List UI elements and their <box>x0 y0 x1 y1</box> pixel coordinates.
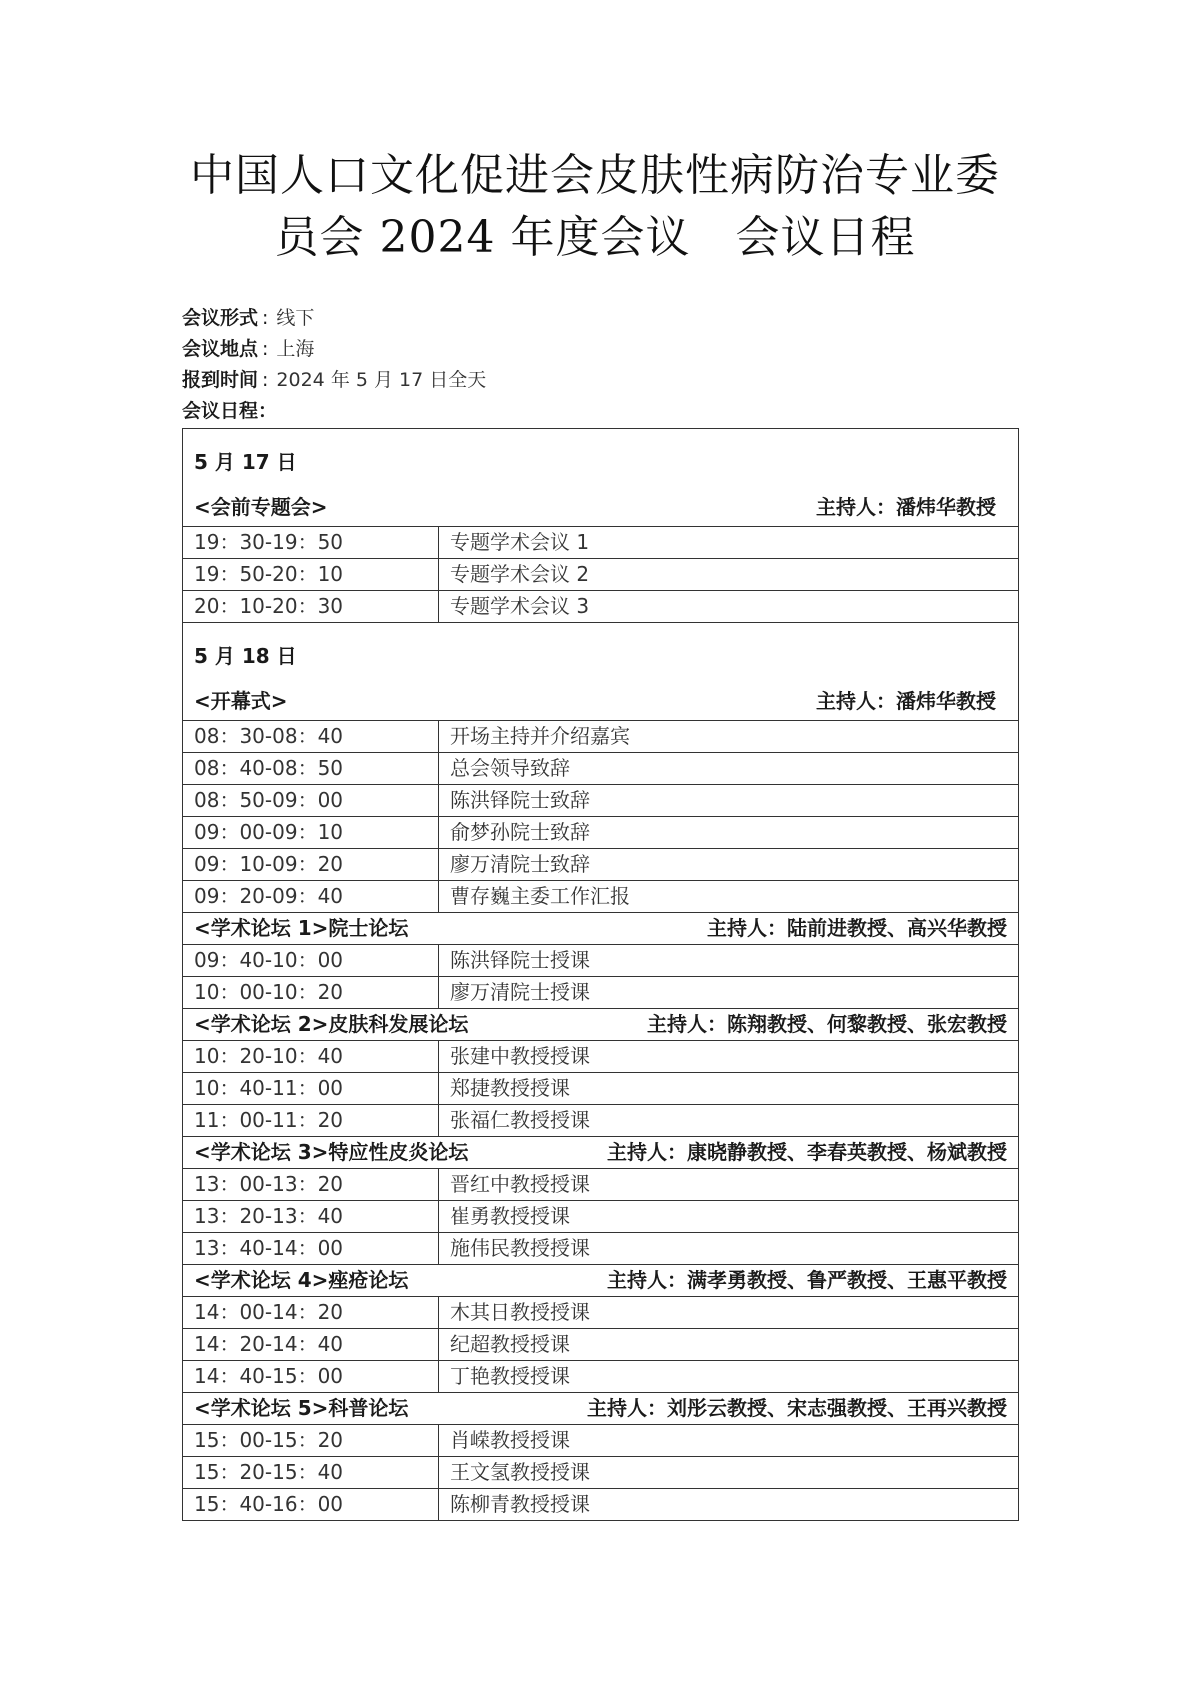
section-name: <会前专题会> <box>194 495 328 519</box>
forum-name: <学术论坛 4>痤疮论坛 <box>194 1268 409 1292</box>
table-row <box>183 849 1019 881</box>
table-row <box>183 1297 1019 1329</box>
day-label: 5 月 18 日 <box>194 644 297 668</box>
time-cell: 20：10-20：30 <box>183 591 439 623</box>
title-line-1: 中国人口文化促进会皮肤性病防治专业委 <box>190 150 1000 201</box>
topic-cell: 崔勇教授授课 <box>439 1201 1019 1233</box>
table-row <box>183 1201 1019 1233</box>
info-label: 会议地点 <box>182 338 259 360</box>
time-cell: 15：00-15：20 <box>183 1425 439 1457</box>
forum-host: 主持人：康晓静教授、李春英教授、杨斌教授 <box>607 1140 1007 1164</box>
table-row <box>183 1105 1019 1137</box>
time-cell: 14：40-15：00 <box>183 1361 439 1393</box>
topic-cell: 木其日教授授课 <box>439 1297 1019 1329</box>
day-header <box>183 429 1019 527</box>
time-cell: 08：50-09：00 <box>183 785 439 817</box>
topic-cell: 专题学术会议 1 <box>439 527 1019 559</box>
time-cell: 09：00-09：10 <box>183 817 439 849</box>
table-row <box>183 753 1019 785</box>
topic-cell: 陈洪铎院士授课 <box>439 945 1019 977</box>
info-row-format: 会议形式 : 线下 <box>182 307 315 329</box>
table-row <box>183 721 1019 753</box>
day-header-row <box>183 623 1019 721</box>
page-title <box>150 145 1040 269</box>
topic-cell: 肖嵘教授授课 <box>439 1425 1019 1457</box>
section-host: 主持人：潘炜华教授 <box>816 495 996 519</box>
table-row <box>183 1329 1019 1361</box>
topic-cell: 曹存巍主委工作汇报 <box>439 881 1019 913</box>
meeting-info <box>182 303 486 427</box>
forum-name: <学术论坛 2>皮肤科发展论坛 <box>194 1012 469 1036</box>
time-cell: 15：40-16：00 <box>183 1489 439 1521</box>
topic-cell: 郑捷教授授课 <box>439 1073 1019 1105</box>
table-row <box>183 591 1019 623</box>
topic-cell: 丁艳教授授课 <box>439 1361 1019 1393</box>
forum-header-row <box>183 1137 1019 1169</box>
info-label: 会议日程 <box>182 400 259 422</box>
forum-header-row <box>183 913 1019 945</box>
topic-cell: 纪超教授授课 <box>439 1329 1019 1361</box>
table-row <box>183 1041 1019 1073</box>
table-row <box>183 527 1019 559</box>
time-cell: 14：00-14：20 <box>183 1297 439 1329</box>
forum-header-row <box>183 1393 1019 1425</box>
forum-name: <学术论坛 3>特应性皮炎论坛 <box>194 1140 469 1164</box>
table-row <box>183 1489 1019 1521</box>
forum-header-row <box>183 1009 1019 1041</box>
time-cell: 14：20-14：40 <box>183 1329 439 1361</box>
topic-cell: 张建中教授授课 <box>439 1041 1019 1073</box>
topic-cell: 专题学术会议 3 <box>439 591 1019 623</box>
topic-cell: 总会领导致辞 <box>439 753 1019 785</box>
info-value: 2024 年 5 月 17 日全天 <box>276 369 487 391</box>
time-cell: 15：20-15：40 <box>183 1457 439 1489</box>
info-label: 会议形式 <box>182 307 259 329</box>
table-row <box>183 945 1019 977</box>
topic-cell: 开场主持并介绍嘉宾 <box>439 721 1019 753</box>
time-cell: 08：40-08：50 <box>183 753 439 785</box>
table-row <box>183 1457 1019 1489</box>
time-cell: 09：10-09：20 <box>183 849 439 881</box>
time-cell: 10：20-10：40 <box>183 1041 439 1073</box>
info-label: 报到时间 <box>182 369 259 391</box>
table-row <box>183 1073 1019 1105</box>
forum-host: 主持人：刘彤云教授、宋志强教授、王再兴教授 <box>587 1396 1007 1420</box>
time-cell: 13：00-13：20 <box>183 1169 439 1201</box>
topic-cell: 张福仁教授授课 <box>439 1105 1019 1137</box>
section-host: 主持人：潘炜华教授 <box>816 689 996 713</box>
forum-host: 主持人：陆前进教授、高兴华教授 <box>707 916 1007 940</box>
topic-cell: 晋红中教授授课 <box>439 1169 1019 1201</box>
table-row <box>183 1425 1019 1457</box>
table-row <box>183 881 1019 913</box>
info-row-location: 会议地点 : 上海 <box>182 338 315 360</box>
table-row <box>183 1233 1019 1265</box>
topic-cell: 廖万清院士授课 <box>439 977 1019 1009</box>
topic-cell: 王文氢教授授课 <box>439 1457 1019 1489</box>
time-cell: 09：20-09：40 <box>183 881 439 913</box>
time-cell: 08：30-08：40 <box>183 721 439 753</box>
forum-name: <学术论坛 1>院士论坛 <box>194 916 409 940</box>
time-cell: 09：40-10：00 <box>183 945 439 977</box>
info-row-checkin: 报到时间 : 2024 年 5 月 17 日全天 <box>182 369 487 391</box>
time-cell: 19：30-19：50 <box>183 527 439 559</box>
table-row <box>183 1361 1019 1393</box>
time-cell: 10：40-11：00 <box>183 1073 439 1105</box>
time-cell: 19：50-20：10 <box>183 559 439 591</box>
info-value: 线下 <box>276 307 315 329</box>
day-label: 5 月 17 日 <box>194 450 297 474</box>
table-row <box>183 977 1019 1009</box>
time-cell: 13：20-13：40 <box>183 1201 439 1233</box>
table-row <box>183 785 1019 817</box>
topic-cell: 廖万清院士致辞 <box>439 849 1019 881</box>
topic-cell: 陈洪铎院士致辞 <box>439 785 1019 817</box>
day-header <box>183 623 1019 721</box>
topic-cell: 专题学术会议 2 <box>439 559 1019 591</box>
forum-host: 主持人：陈翔教授、何黎教授、张宏教授 <box>647 1012 1007 1036</box>
info-value: 上海 <box>276 338 315 360</box>
forum-host: 主持人：满孝勇教授、鲁严教授、王惠平教授 <box>607 1268 1007 1292</box>
topic-cell: 俞梦孙院士致辞 <box>439 817 1019 849</box>
day-header-row <box>183 429 1019 527</box>
table-row <box>183 559 1019 591</box>
time-cell: 10：00-10：20 <box>183 977 439 1009</box>
title-line-2: 员会 2024 年度会议 会议日程 <box>274 212 916 263</box>
topic-cell: 施伟民教授授课 <box>439 1233 1019 1265</box>
time-cell: 11：00-11：20 <box>183 1105 439 1137</box>
forum-name: <学术论坛 5>科普论坛 <box>194 1396 409 1420</box>
schedule-table <box>182 428 1019 1521</box>
table-row <box>183 1169 1019 1201</box>
info-row-schedule: 会议日程： <box>182 400 278 422</box>
topic-cell: 陈柳青教授授课 <box>439 1489 1019 1521</box>
forum-header-row <box>183 1265 1019 1297</box>
table-row <box>183 817 1019 849</box>
section-name: <开幕式> <box>194 689 288 713</box>
time-cell: 13：40-14：00 <box>183 1233 439 1265</box>
